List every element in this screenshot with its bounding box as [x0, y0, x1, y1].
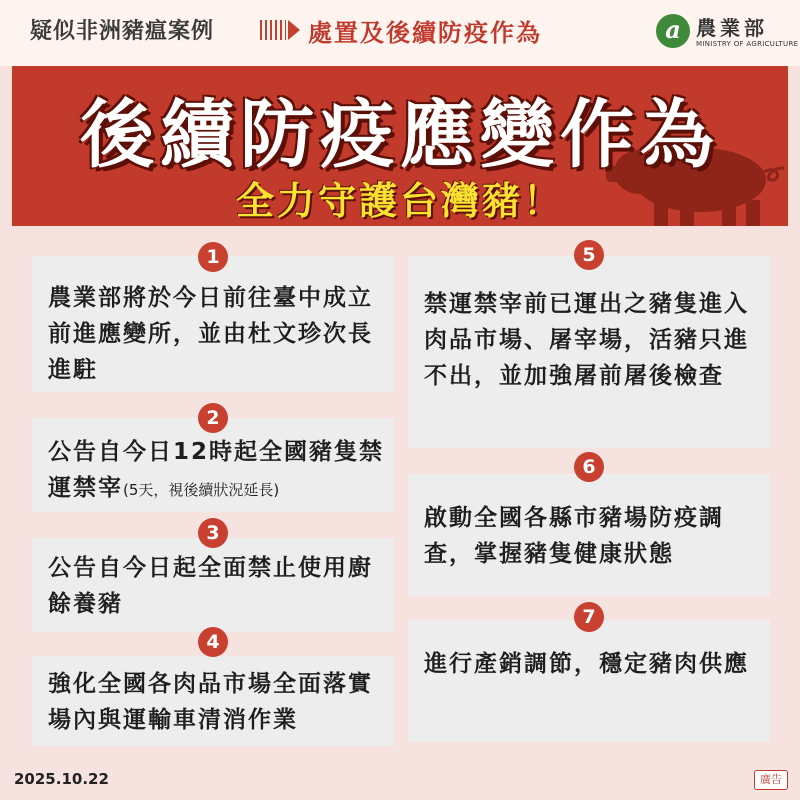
- headline-banner: [12, 66, 788, 226]
- measure-number-3: 3: [198, 518, 228, 548]
- ad-badge: 廣告: [754, 770, 788, 790]
- banner-subtitle: 全力守護台灣豬！: [235, 179, 564, 223]
- arrow-icon: [288, 20, 300, 40]
- measure-number-5: 5: [574, 240, 604, 270]
- measure-text: [48, 434, 384, 508]
- measure-card-3: [32, 538, 394, 632]
- stripes-decoration: [260, 20, 286, 40]
- measure-note: (5天，視後續狀況延長): [123, 481, 280, 499]
- measure-number-2: 2: [198, 403, 228, 433]
- measure-text: 強化全國各肉品市場全面落實場內與運輸車清消作業: [48, 671, 373, 733]
- ministry-name-en: MINISTRY OF AGRICULTURE: [696, 40, 799, 48]
- measure-text: 進行產銷調節，穩定豬肉供應: [424, 651, 749, 677]
- measure-number-7: 7: [574, 602, 604, 632]
- measure-card-4: [32, 656, 394, 746]
- measure-text: 農業部將於今日前往臺中成立前進應變所，並由杜文珍次長進駐: [48, 285, 373, 383]
- measure-number-6: 6: [574, 452, 604, 482]
- measure-card-1: [32, 256, 394, 392]
- ministry-name: 農業部: [696, 16, 768, 40]
- measure-text: 公告自今日起全面禁止使用廚餘養豬: [48, 555, 373, 617]
- measure-card-6: [408, 474, 770, 596]
- ministry-logo: [656, 10, 799, 56]
- measure-card-7: [408, 620, 770, 742]
- measure-number-4: 4: [198, 627, 228, 657]
- measure-card-5: [408, 256, 770, 448]
- measure-text: 啟動全國各縣市豬場防疫調查，掌握豬隻健康狀態: [424, 505, 724, 567]
- measure-number-1: 1: [198, 242, 228, 272]
- banner-title: 後續防疫應變作為: [80, 92, 720, 178]
- measure-text: 禁運禁宰前已運出之豬隻進入肉品市場、屠宰場，活豬只進不出，並加強屠前屠後檢查: [424, 291, 749, 389]
- ministry-logo-icon: a: [656, 14, 690, 48]
- header-bar: [0, 0, 800, 66]
- publish-date: 2025.10.22: [14, 770, 109, 788]
- measure-text-main: 公告自今日12時起全國豬隻禁運禁宰: [48, 439, 385, 501]
- case-label: 疑似非洲豬瘟案例: [30, 19, 215, 44]
- header-title: 處置及後續防疫作為: [308, 19, 542, 47]
